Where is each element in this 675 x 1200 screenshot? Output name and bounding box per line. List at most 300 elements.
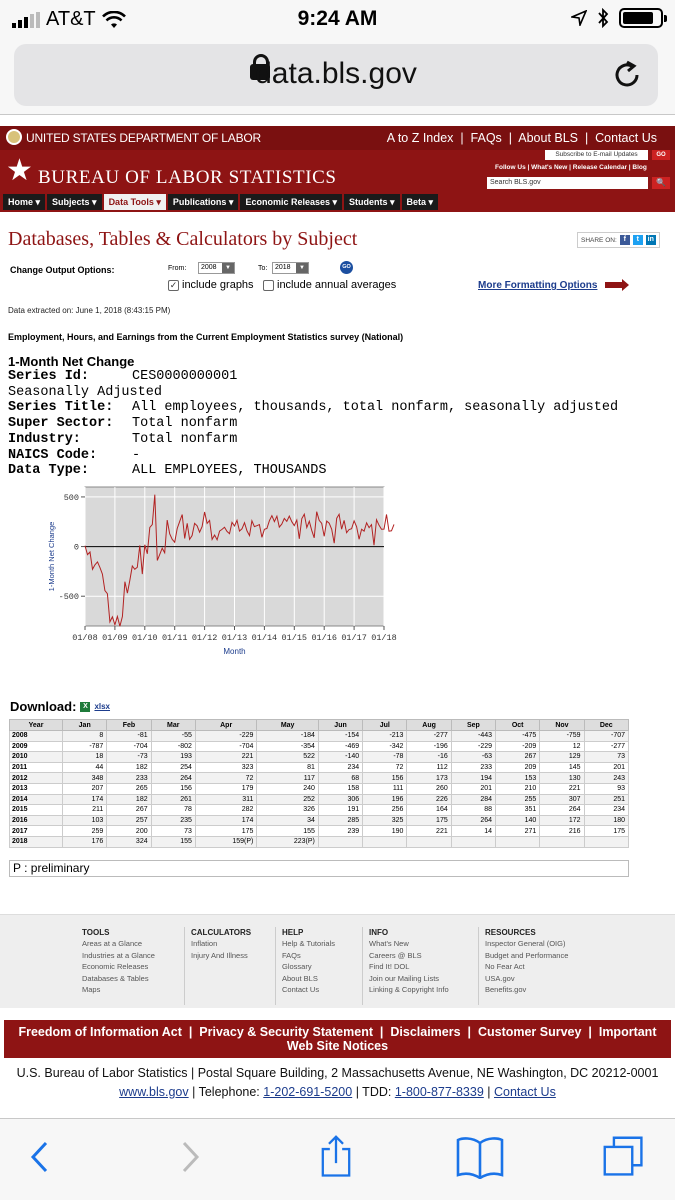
more-formatting-link[interactable]: More Formatting Options	[478, 280, 598, 291]
value-cell: 73	[151, 826, 195, 837]
value-cell: 111	[363, 783, 407, 794]
output-options-label: Change Output Options:	[10, 265, 115, 275]
value-cell: 282	[195, 805, 257, 816]
dol-top-links[interactable]: A to Z Index | FAQs | About BLS | Contact Us	[386, 131, 657, 145]
value-cell	[540, 836, 584, 847]
bls-address: U.S. Bureau of Labor Statistics | Postal Square Building, 2 Massachusetts Avenue, NE Washington, DC 20212-0001	[16, 1066, 659, 1080]
main-nav	[0, 194, 675, 210]
telephone-link[interactable]: 1-202-691-5200	[263, 1085, 353, 1099]
site-link[interactable]: www.bls.gov	[119, 1085, 189, 1099]
column-header: Aug	[407, 720, 451, 731]
footer-link[interactable]: Join our Mailing Lists	[369, 973, 440, 983]
value-cell	[363, 836, 407, 847]
year-cell: 2015	[10, 805, 63, 816]
x-tick-label: 01/17	[341, 633, 367, 643]
value-cell: 68	[318, 773, 362, 784]
industry-label: Industry:	[8, 431, 81, 447]
site-footer	[0, 914, 675, 1008]
nav-beta[interactable]: Beta ▾	[402, 194, 439, 210]
footer-link[interactable]: About BLS	[282, 973, 318, 983]
bookmarks-icon[interactable]	[456, 1135, 504, 1179]
browser-toolbar	[0, 1118, 675, 1200]
value-cell: -443	[451, 731, 495, 742]
column-header: Dec	[584, 720, 628, 731]
year-cell: 2011	[10, 762, 63, 773]
value-cell: 8	[63, 731, 107, 742]
year-cell: 2014	[10, 794, 63, 805]
value-cell	[496, 836, 540, 847]
value-cell: 174	[195, 815, 257, 826]
nav-subjects[interactable]: Subjects ▾	[47, 194, 102, 210]
table-row	[10, 815, 629, 826]
value-cell: 239	[318, 826, 362, 837]
footer-column-help	[282, 927, 335, 995]
share-bar	[577, 232, 660, 248]
footer-link[interactable]: Injury And Illness	[191, 950, 248, 960]
value-cell: 156	[151, 783, 195, 794]
value-cell: 196	[363, 794, 407, 805]
value-cell: 175	[195, 826, 257, 837]
nav-economic-releases[interactable]: Economic Releases ▾	[240, 194, 342, 210]
tdd-label: | TDD:	[352, 1085, 395, 1099]
value-cell: -707	[584, 731, 628, 742]
value-cell: 264	[540, 805, 584, 816]
footer-link[interactable]: FAQs	[282, 950, 301, 960]
value-cell: 18	[63, 752, 107, 763]
series-title-label: Series Title:	[8, 400, 114, 416]
twitter-icon[interactable]: t	[633, 235, 643, 245]
value-cell: -277	[584, 741, 628, 752]
value-cell: 14	[451, 826, 495, 837]
value-cell: -81	[107, 731, 151, 742]
footer-link[interactable]: Budget and Performance	[485, 950, 569, 960]
footer-link[interactable]: Economic Releases	[82, 962, 149, 972]
value-cell: 158	[318, 783, 362, 794]
value-cell: 176	[63, 836, 107, 847]
value-cell: 234	[584, 805, 628, 816]
nav-publications[interactable]: Publications ▾	[168, 194, 239, 210]
value-cell: -184	[257, 731, 319, 742]
column-header: Mar	[151, 720, 195, 731]
include-graphs-option[interactable]	[168, 279, 254, 291]
table-row	[10, 762, 629, 773]
value-cell: -229	[451, 741, 495, 752]
value-cell: 216	[540, 826, 584, 837]
value-cell: 234	[318, 762, 362, 773]
value-cell: 182	[107, 794, 151, 805]
x-tick-label: 01/14	[251, 633, 278, 643]
include-graphs-label: include graphs	[182, 279, 254, 291]
bls-star-logo-icon[interactable]: ★	[6, 154, 33, 187]
series-id: CES0000000001	[132, 369, 238, 384]
table-header-row	[10, 720, 629, 731]
footer-link[interactable]: Inspector General (OIG)	[485, 939, 566, 949]
go-button[interactable]: GO	[340, 261, 353, 274]
bls-header	[0, 150, 675, 194]
facebook-icon[interactable]: f	[620, 235, 630, 245]
nav-students[interactable]: Students ▾	[344, 194, 400, 210]
value-cell: 201	[451, 783, 495, 794]
naics-code: -	[132, 447, 141, 463]
value-cell: 326	[257, 805, 319, 816]
value-cell: -209	[496, 741, 540, 752]
value-cell: 34	[257, 815, 319, 826]
data-table	[9, 719, 629, 848]
value-cell: 190	[363, 826, 407, 837]
column-header: May	[257, 720, 319, 731]
browser-address-bar	[0, 38, 675, 115]
value-cell: 209	[496, 762, 540, 773]
value-cell: 226	[407, 794, 451, 805]
contact-separator: |	[483, 1085, 494, 1099]
value-cell: 130	[540, 773, 584, 784]
x-tick-label: 01/18	[371, 633, 397, 643]
value-cell: 175	[584, 826, 628, 837]
value-cell: -469	[318, 741, 362, 752]
value-cell: -196	[407, 741, 451, 752]
footer-link[interactable]: Inflation	[191, 939, 218, 949]
clock: 9:24 AM	[297, 7, 378, 30]
search-input[interactable]: Search BLS.gov	[487, 177, 648, 189]
supersector-label: Super Sector:	[8, 416, 114, 432]
forward-icon[interactable]	[178, 1135, 202, 1179]
value-cell: 72	[363, 762, 407, 773]
footer-divider	[362, 927, 363, 1005]
back-icon[interactable]	[28, 1135, 52, 1179]
footer-column-resources	[485, 927, 568, 995]
value-cell: 81	[257, 762, 319, 773]
footer-link[interactable]: Find It! DOL	[369, 962, 410, 972]
x-axis-label: Month	[223, 647, 246, 656]
value-cell: 112	[407, 762, 451, 773]
value-cell: -55	[151, 731, 195, 742]
value-cell: 12	[540, 741, 584, 752]
tabs-icon[interactable]	[600, 1135, 648, 1179]
value-cell: -229	[195, 731, 257, 742]
contact-us-link[interactable]: Contact Us	[494, 1085, 556, 1099]
series-id-label: Series Id:	[8, 369, 90, 384]
contact-line	[0, 1085, 675, 1099]
value-cell	[584, 836, 628, 847]
column-header: Jun	[318, 720, 362, 731]
industry: Total nonfarm	[132, 431, 238, 447]
value-cell: -16	[407, 752, 451, 763]
share-label: SHARE ON:	[581, 236, 617, 244]
value-cell: 153	[496, 773, 540, 784]
column-header: Jan	[63, 720, 107, 731]
column-header: Oct	[496, 720, 540, 731]
column-header: Sep	[451, 720, 495, 731]
footer-link[interactable]: Linking & Copyright Info	[369, 985, 449, 995]
value-cell: 264	[151, 773, 195, 784]
from-year-select[interactable]	[198, 262, 235, 274]
policy-links-bar[interactable]: Freedom of Information Act | Privacy & Security Statement | Disclaimers | Customer Survey | Important Web Site Notices	[4, 1020, 671, 1058]
url-text: data.bls.gov	[255, 57, 417, 90]
year-cell: 2009	[10, 741, 63, 752]
value-cell: 173	[407, 773, 451, 784]
value-cell	[407, 836, 451, 847]
from-label: From:	[168, 265, 187, 272]
value-cell: 284	[451, 794, 495, 805]
download-label: Download:	[10, 699, 77, 714]
x-tick-label: 01/12	[191, 633, 218, 643]
value-cell: 254	[151, 762, 195, 773]
year-cell: 2010	[10, 752, 63, 763]
x-tick-label: 01/11	[161, 633, 188, 643]
supersector: Total nonfarm	[132, 416, 238, 432]
value-cell: 191	[318, 805, 362, 816]
value-cell: 271	[496, 826, 540, 837]
from-year-value: 2008	[201, 264, 217, 271]
value-cell: 235	[151, 815, 195, 826]
value-cell: 221	[407, 826, 451, 837]
value-cell: 233	[107, 773, 151, 784]
value-cell: 172	[540, 815, 584, 826]
series-adjustment: Seasonally Adjusted	[8, 384, 162, 400]
survey-title: Employment, Hours, and Earnings from the Current Employment Statistics survey (National)	[8, 332, 404, 342]
table-row	[10, 805, 629, 816]
bluetooth-icon	[597, 8, 609, 28]
checkbox-checked-icon[interactable]: ✓	[169, 279, 178, 290]
footer-column-calculators	[191, 927, 251, 961]
footer-link[interactable]: No Fear Act	[485, 962, 525, 972]
footer-link[interactable]: Help & Tutorials	[282, 939, 335, 949]
footer-column-tools	[82, 927, 155, 995]
value-cell	[318, 836, 362, 847]
value-cell: 267	[107, 805, 151, 816]
y-tick-label: 500	[63, 492, 79, 503]
checkbox-unchecked-icon[interactable]	[263, 280, 274, 291]
value-cell: 257	[107, 815, 151, 826]
value-cell: 265	[107, 783, 151, 794]
footer-link[interactable]: Areas at a Glance	[82, 939, 143, 949]
x-tick-label: 01/08	[72, 633, 98, 643]
value-cell: 251	[584, 794, 628, 805]
value-cell: 193	[151, 752, 195, 763]
year-cell: 2017	[10, 826, 63, 837]
nav-home[interactable]: Home ▾	[3, 194, 45, 210]
value-cell: 72	[195, 773, 257, 784]
footer-heading: INFO	[369, 928, 389, 937]
value-cell: 233	[451, 762, 495, 773]
nav-data-tools[interactable]: Data Tools ▾	[104, 194, 166, 210]
value-cell: 223(P)	[257, 836, 319, 847]
value-cell: -63	[451, 752, 495, 763]
value-cell: 194	[451, 773, 495, 784]
table-row	[10, 773, 629, 784]
column-header: Year	[10, 720, 63, 731]
status-bar	[0, 0, 675, 38]
value-cell: -704	[107, 741, 151, 752]
footer-divider	[275, 927, 276, 1005]
y-tick-label: -500	[58, 592, 79, 603]
url-field[interactable]	[14, 44, 658, 106]
net-change-chart	[40, 482, 400, 662]
nav-divider	[0, 210, 675, 212]
column-header: Nov	[540, 720, 584, 731]
excel-icon[interactable]: X	[80, 702, 90, 712]
value-cell: 140	[496, 815, 540, 826]
value-cell: 311	[195, 794, 257, 805]
year-cell: 2013	[10, 783, 63, 794]
footer-link[interactable]: USA.gov	[485, 973, 515, 983]
footer-link[interactable]: Databases & Tables	[82, 973, 149, 983]
value-cell: 285	[318, 815, 362, 826]
value-cell: 175	[407, 815, 451, 826]
value-cell: 267	[496, 752, 540, 763]
value-cell: 179	[195, 783, 257, 794]
value-cell: 306	[318, 794, 362, 805]
include-annual-label: include annual averages	[277, 279, 397, 291]
arrow-right-icon	[605, 282, 623, 288]
value-cell: 260	[407, 783, 451, 794]
dol-seal-icon	[6, 129, 22, 145]
battery-icon	[619, 8, 663, 28]
value-cell: 159(P)	[195, 836, 257, 847]
value-cell: -475	[496, 731, 540, 742]
tdd-link[interactable]: 1-800-877-8339	[394, 1085, 484, 1099]
y-tick-label: 0	[73, 542, 79, 553]
xlsx-link[interactable]: xlsx	[94, 702, 111, 711]
value-cell: 221	[540, 783, 584, 794]
table-row	[10, 731, 629, 742]
download-bar	[10, 699, 110, 714]
value-cell: -342	[363, 741, 407, 752]
value-cell: 240	[257, 783, 319, 794]
footer-link[interactable]: Glossary	[282, 962, 312, 972]
value-cell: -704	[195, 741, 257, 752]
include-annual-option[interactable]	[263, 279, 396, 291]
value-cell: -787	[63, 741, 107, 752]
footer-heading: HELP	[282, 928, 304, 937]
carrier-label: AT&T	[46, 8, 96, 30]
table-row	[10, 826, 629, 837]
value-cell: -154	[318, 731, 362, 742]
datatype-label: Data Type:	[8, 463, 90, 479]
location-arrow-icon	[571, 10, 587, 26]
value-cell: 255	[496, 794, 540, 805]
value-cell: 200	[107, 826, 151, 837]
chevron-down-icon: ▼	[222, 263, 234, 273]
value-cell: 351	[496, 805, 540, 816]
value-cell: 307	[540, 794, 584, 805]
linkedin-icon[interactable]: in	[647, 236, 654, 243]
value-cell: 155	[257, 826, 319, 837]
value-cell	[451, 836, 495, 847]
reload-icon[interactable]	[612, 60, 642, 90]
follow-links[interactable]: Follow Us | What's New | Release Calendar | Blog	[495, 164, 647, 171]
to-label: To:	[258, 265, 268, 272]
value-cell: 103	[63, 815, 107, 826]
value-cell: -213	[363, 731, 407, 742]
dol-name[interactable]: UNITED STATES DEPARTMENT OF LABOR	[26, 131, 261, 145]
x-tick-label: 01/16	[311, 633, 337, 643]
value-cell: 182	[107, 762, 151, 773]
value-cell: 256	[363, 805, 407, 816]
bls-title[interactable]: BUREAU OF LABOR STATISTICS	[38, 167, 337, 188]
x-tick-label: 01/10	[132, 633, 158, 643]
email-go-button[interactable]: GO	[652, 150, 670, 160]
value-cell: -140	[318, 752, 362, 763]
footer-link[interactable]: Industries at a Glance	[82, 950, 155, 960]
value-cell: -802	[151, 741, 195, 752]
value-cell: 252	[257, 794, 319, 805]
value-cell: 243	[584, 773, 628, 784]
value-cell: -354	[257, 741, 319, 752]
value-cell: -78	[363, 752, 407, 763]
value-cell: 264	[451, 815, 495, 826]
extracted-date: Data extracted on: June 1, 2018 (8:43:15 PM)	[8, 306, 171, 315]
table-row	[10, 783, 629, 794]
value-cell: 88	[451, 805, 495, 816]
x-tick-label: 01/09	[102, 633, 128, 643]
datatype: ALL EMPLOYEES, THOUSANDS	[132, 463, 327, 479]
value-cell: 211	[63, 805, 107, 816]
footer-heading: RESOURCES	[485, 928, 536, 937]
value-cell: 201	[584, 762, 628, 773]
to-year-select[interactable]	[272, 262, 309, 274]
value-cell: 261	[151, 794, 195, 805]
value-cell: -277	[407, 731, 451, 742]
footer-link[interactable]: What's New	[369, 939, 409, 949]
share-icon[interactable]	[316, 1135, 356, 1179]
value-cell: 210	[496, 783, 540, 794]
column-header: Feb	[107, 720, 151, 731]
footer-link[interactable]: Benefits.gov	[485, 985, 527, 995]
footer-divider	[478, 927, 479, 1005]
value-cell: 117	[257, 773, 319, 784]
year-cell: 2008	[10, 731, 63, 742]
value-cell: 522	[257, 752, 319, 763]
email-updates-input[interactable]: Subscribe to E-mail Updates	[545, 150, 648, 160]
search-icon[interactable]: 🔍	[652, 177, 670, 189]
page-title: Databases, Tables & Calculators by Subject	[8, 228, 358, 250]
value-cell: -73	[107, 752, 151, 763]
value-cell: 78	[151, 805, 195, 816]
value-cell: 155	[151, 836, 195, 847]
footer-column-info	[369, 927, 449, 995]
footer-link[interactable]: Careers @ BLS	[369, 950, 422, 960]
to-year-value: 2018	[275, 264, 291, 271]
table-row	[10, 741, 629, 752]
year-cell: 2016	[10, 815, 63, 826]
series-info	[8, 354, 618, 479]
value-cell: 174	[63, 794, 107, 805]
series-heading: 1-Month Net Change	[8, 354, 135, 369]
value-cell: 145	[540, 762, 584, 773]
y-axis-label: 1-Month Net Change	[47, 521, 56, 592]
naics-label: NAICS Code:	[8, 447, 98, 463]
column-header: Apr	[195, 720, 257, 731]
table-row	[10, 752, 629, 763]
footer-heading: CALCULATORS	[191, 928, 252, 937]
series-title: All employees, thousands, total nonfarm, seasonally adjusted	[132, 400, 619, 416]
footer-divider	[184, 927, 185, 1005]
footer-heading: TOOLS	[82, 928, 110, 937]
value-cell: 129	[540, 752, 584, 763]
footer-link[interactable]: Contact Us	[282, 985, 320, 995]
value-cell: 324	[107, 836, 151, 847]
value-cell: 325	[363, 815, 407, 826]
value-cell: 259	[63, 826, 107, 837]
year-cell: 2012	[10, 773, 63, 784]
footer-link[interactable]: Maps	[82, 985, 101, 995]
tel-label: | Telephone:	[188, 1085, 264, 1099]
column-header: Jul	[363, 720, 407, 731]
value-cell: 207	[63, 783, 107, 794]
table-row	[10, 794, 629, 805]
value-cell: 44	[63, 762, 107, 773]
